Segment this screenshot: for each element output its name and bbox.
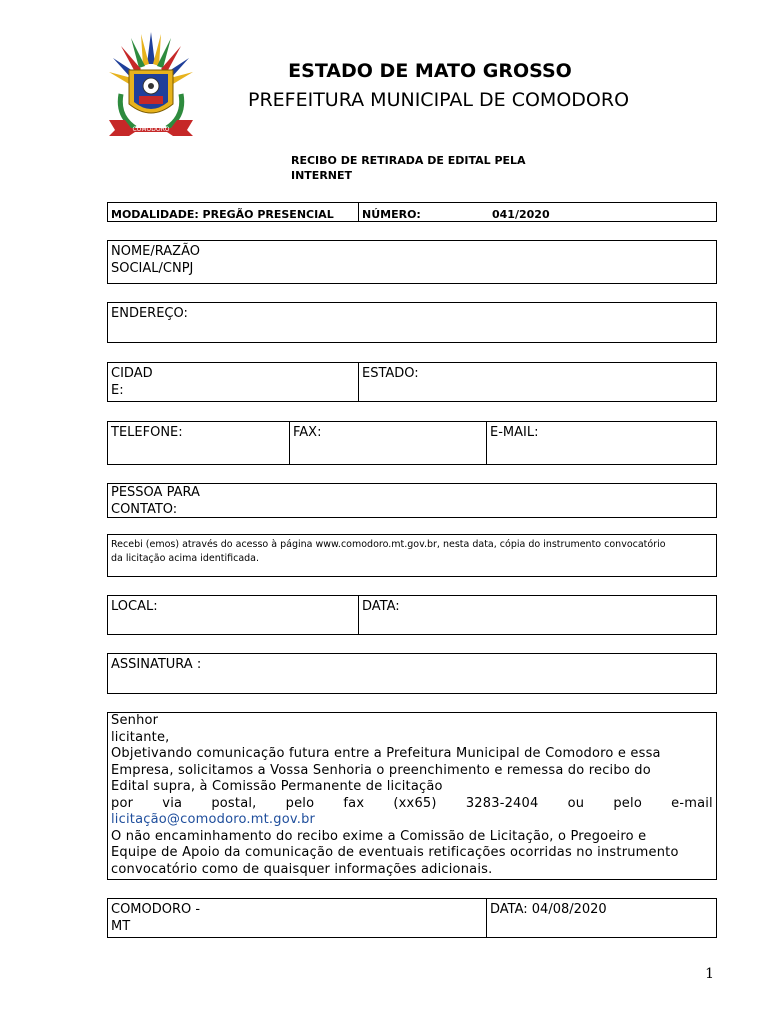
declaration-line2: da licitação acima identificada. — [111, 553, 260, 564]
message-line: Senhor — [111, 713, 159, 728]
message-line: Objetivando comunicação futura entre a Prefeitura Municipal de Comodoro e essa — [111, 746, 661, 761]
number-value: 041/2020 — [492, 208, 550, 221]
message-line: Edital supra, à Comissão Permanente de licitação — [111, 779, 443, 794]
message-line: Equipe de Apoio da comunicação de eventuais retificações ocorridas no instrumento — [111, 845, 679, 860]
municipal-coat-of-arms — [103, 24, 199, 148]
signature-field[interactable] — [107, 653, 717, 694]
shield — [129, 70, 173, 113]
declaration-box — [107, 534, 717, 577]
number-cell — [358, 203, 716, 221]
city-field[interactable] — [108, 363, 358, 401]
name-field[interactable] — [107, 240, 717, 284]
phone-label: TELEFONE: — [111, 425, 183, 440]
location-date-row — [107, 595, 717, 635]
footer-date — [486, 899, 716, 937]
footer-row — [107, 898, 717, 938]
modality-row — [107, 202, 717, 222]
contact-person-label-line1: PESSOA PARA — [111, 485, 200, 500]
footer-date-text: DATA: 04/08/2020 — [490, 902, 607, 917]
name-label-line2: SOCIAL/CNPJ — [111, 261, 194, 276]
message-word: e-mail — [671, 795, 713, 811]
location-label: LOCAL: — [111, 599, 158, 614]
contact-person-label-line2: CONTATO: — [111, 502, 178, 517]
message-word: pelo — [285, 795, 315, 811]
message-word: postal, — [211, 795, 257, 811]
message-word: ou — [567, 795, 585, 811]
address-label: ENDEREÇO: — [111, 306, 188, 321]
number-label: NÚMERO: — [362, 208, 421, 221]
city-label-line1: CIDAD — [111, 366, 153, 381]
state-field[interactable] — [358, 363, 716, 401]
svg-text:COMODORO: COMODORO — [132, 126, 170, 133]
message-word: 3283-2404 — [465, 795, 539, 811]
signature-label: ASSINATURA : — [111, 657, 202, 672]
message-word: pelo — [613, 795, 642, 811]
contact-person-field[interactable] — [107, 483, 717, 518]
city-label-line2: E: — [111, 383, 124, 398]
date-label: DATA: — [362, 599, 400, 614]
message-line: licitante, — [111, 729, 170, 745]
message-word: (xx65) — [393, 795, 437, 811]
fax-field[interactable] — [289, 422, 486, 464]
footer-city-line1: COMODORO - — [111, 902, 201, 917]
name-label-line1: NOME/RAZÃO — [111, 244, 200, 259]
declaration-line1: Recebi (emos) através do acesso à página www.comodoro.mt.gov.br, nesta data, cópia do instrumento convocatório — [111, 539, 666, 550]
address-field[interactable] — [107, 302, 717, 343]
receipt-title: RECIBO DE RETIRADA DE EDITAL PELA INTERNET — [291, 154, 526, 182]
message-word: via — [162, 795, 183, 811]
state-title: ESTADO DE MATO GROSSO — [288, 60, 572, 82]
phone-field[interactable] — [108, 422, 289, 464]
fax-label: FAX: — [293, 425, 322, 440]
footer-city — [108, 899, 486, 937]
date-field[interactable] — [358, 596, 716, 634]
ribbon — [109, 120, 193, 136]
email-link[interactable]: licitação@comodoro.mt.gov.br — [111, 812, 316, 827]
contact-row — [107, 421, 717, 465]
modality-label: MODALIDADE: PREGÃO PRESENCIAL — [111, 208, 334, 221]
message-word: por — [111, 795, 134, 811]
message-line: Empresa, solicitamos a Vossa Senhoria o preenchimento e remessa do recibo do — [111, 762, 651, 778]
email-label: E-MAIL: — [490, 425, 539, 440]
city-state-row — [107, 362, 717, 402]
municipality-title: PREFEITURA MUNICIPAL DE COMODORO — [248, 89, 630, 111]
location-field[interactable] — [108, 596, 358, 634]
message-line: convocatório como de quaisquer informações adicionais. — [111, 861, 493, 877]
message-line-justified — [111, 796, 713, 813]
message-box — [107, 712, 717, 880]
message-word: fax — [343, 795, 365, 811]
message-line: O não encaminhamento do recibo exime a Comissão de Licitação, o Pregoeiro e — [111, 828, 647, 844]
page-number: 1 — [705, 966, 714, 982]
state-label: ESTADO: — [362, 366, 419, 381]
footer-city-line2: MT — [111, 919, 131, 934]
email-field[interactable] — [486, 422, 716, 464]
